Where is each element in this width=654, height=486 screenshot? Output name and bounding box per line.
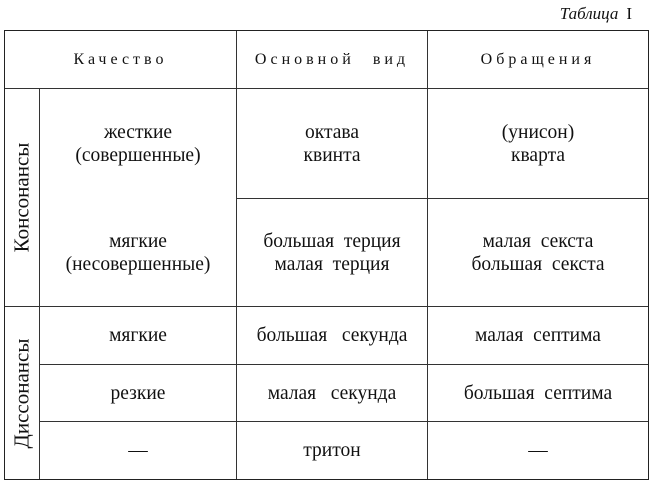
row-3-inversion (428, 307, 648, 364)
header-basic (237, 31, 427, 88)
row-1-quality (40, 89, 236, 198)
row-1-basic-line-2: квинта (303, 144, 361, 166)
group-consonances (5, 89, 39, 306)
table-caption (560, 4, 632, 24)
row-1-basic-line-1: октава (305, 121, 359, 143)
caption-word: Таблица (559, 4, 619, 23)
row-1-quality-line-2: (совершенные) (75, 144, 201, 166)
row-2-inversion-line-2: большая секста (471, 253, 605, 275)
row-3-quality (40, 307, 236, 364)
row-5-inversion (428, 422, 648, 479)
row-1-quality-line-1: жесткие (103, 121, 173, 143)
row-2-basic-line-2: малая терция (274, 253, 390, 275)
row-3-quality-text: мягкие (109, 325, 167, 346)
row-3-basic-text: большая секунда (256, 325, 408, 346)
header-inversions-label: Обращения (480, 51, 596, 68)
row-2-quality-line-1: мягкие (109, 230, 167, 252)
header-basic-word-1: Основной (254, 51, 355, 68)
row-3-inversion-text: малая септима (475, 325, 601, 346)
row-5-quality-text: — (128, 440, 148, 461)
row-2-inversion-line-1: малая секста (482, 230, 594, 252)
row-1-inversion (428, 89, 648, 198)
row-2-quality (40, 199, 236, 306)
group-dissonances-label: Диссонансы (9, 338, 34, 448)
row-2-basic-line-1: большая терция (263, 230, 401, 252)
group-consonances-label: Консонансы (9, 142, 34, 253)
row-4-basic-text: малая секунда (267, 382, 397, 404)
row-5-inversion-text: — (528, 440, 548, 461)
row-2-inversion (428, 199, 648, 306)
intervals-table (4, 30, 649, 480)
row-4-inversion-text: большая септима (463, 382, 613, 404)
row-4-inversion (428, 365, 648, 421)
row-1-basic (237, 89, 427, 198)
header-quality (5, 31, 236, 88)
row-1-inversion-line-1: (унисон) (501, 121, 575, 143)
row-5-quality (40, 422, 236, 479)
header-quality-label: Качество (73, 51, 168, 68)
row-2-quality-line-2: (несовершенные) (65, 253, 211, 275)
row-4-quality-text: резкие (110, 382, 166, 404)
row-5-basic-text: тритон (303, 440, 361, 461)
caption-number: I (626, 4, 632, 23)
row-4-quality (40, 365, 236, 421)
row-3-basic (237, 307, 427, 364)
header-inversions (428, 31, 648, 88)
row-5-basic (237, 422, 427, 479)
row-4-basic (237, 365, 427, 421)
row-1-inversion-line-2: кварта (511, 144, 565, 166)
row-2-basic (237, 199, 427, 306)
header-basic-word-2: вид (372, 51, 410, 68)
group-dissonances (5, 307, 39, 479)
